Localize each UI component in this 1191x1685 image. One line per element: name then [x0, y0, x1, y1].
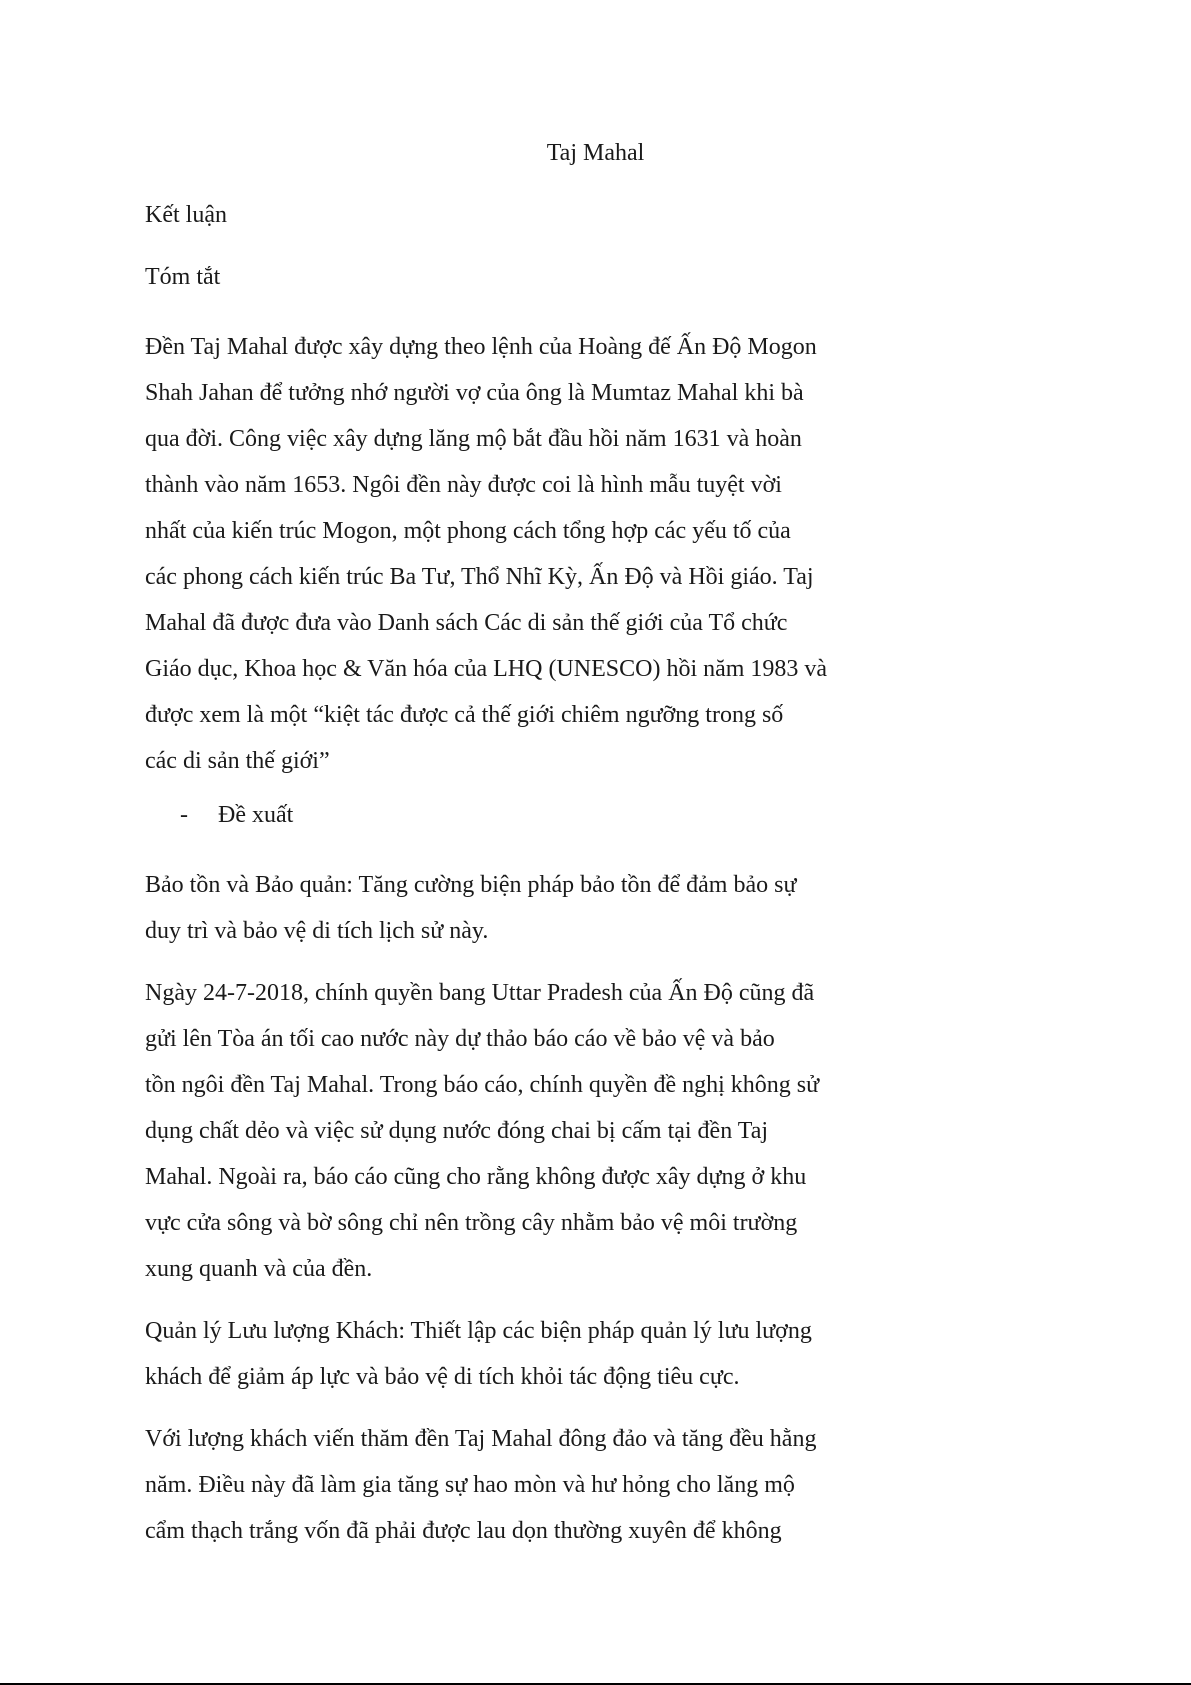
summary-paragraph	[145, 324, 905, 784]
document-title: Taj Mahal	[546, 140, 645, 166]
paragraph-line: nhất của kiến trúc Mogon, một phong cách tổng hợp các yếu tố của	[145, 518, 791, 544]
visitor-detail-paragraph	[145, 1416, 905, 1554]
heading-conclusion: Kết luận	[145, 202, 227, 228]
paragraph-line: vực cửa sông và bờ sông chỉ nên trồng cây nhằm bảo vệ môi trường	[145, 1210, 798, 1236]
document-body	[145, 200, 905, 1570]
paragraph-line: Đền Taj Mahal được xây dựng theo lệnh của Hoàng đế Ấn Độ Mogon	[145, 334, 817, 360]
preservation-paragraph	[145, 862, 905, 954]
visitor-management-paragraph	[145, 1308, 905, 1400]
paragraph-line: được xem là một “kiệt tác được cả thế giới chiêm ngưỡng trong số	[145, 702, 784, 728]
paragraph-line: cẩm thạch trắng vốn đã phải được lau dọn thường xuyên để không	[145, 1518, 782, 1544]
paragraph-line: dụng chất dẻo và việc sử dụng nước đóng chai bị cấm tại đền Taj	[145, 1118, 769, 1144]
paragraph-line: các di sản thế giới”	[145, 748, 330, 774]
paragraph-line: khách để giảm áp lực và bảo vệ di tích khỏi tác động tiêu cực.	[145, 1364, 740, 1390]
paragraph-line: Quản lý Lưu lượng Khách: Thiết lập các biện pháp quản lý lưu lượng	[145, 1318, 812, 1344]
paragraph-line: qua đời. Công việc xây dựng lăng mộ bắt đầu hồi năm 1631 và hoàn	[145, 426, 802, 452]
paragraph-line: năm. Điều này đã làm gia tăng sự hao mòn và hư hỏng cho lăng mộ	[145, 1472, 795, 1498]
paragraph-line: các phong cách kiến trúc Ba Tư, Thổ Nhĩ Kỳ, Ấn Độ và Hồi giáo. Taj	[145, 564, 814, 590]
paragraph-line: Shah Jahan để tưởng nhớ người vợ của ông là Mumtaz Mahal khi bà	[145, 380, 804, 406]
bullet-item-proposal	[180, 800, 905, 830]
paragraph-line: Bảo tồn và Bảo quản: Tăng cường biện pháp bảo tồn để đảm bảo sự	[145, 872, 797, 898]
report-paragraph	[145, 970, 905, 1292]
paragraph-line: thành vào năm 1653. Ngôi đền này được coi là hình mẫu tuyệt vời	[145, 472, 782, 498]
paragraph-line: Với lượng khách viến thăm đền Taj Mahal đông đảo và tăng đều hằng	[145, 1426, 817, 1452]
paragraph-line: Mahal đã được đưa vào Danh sách Các di sản thế giới của Tổ chức	[145, 610, 788, 636]
paragraph-line: Giáo dục, Khoa học & Văn hóa của LHQ (UNESCO) hồi năm 1983 và	[145, 656, 828, 682]
paragraph-line: gửi lên Tòa án tối cao nước này dự thảo báo cáo về bảo vệ và bảo	[145, 1026, 775, 1052]
heading-summary: Tóm tắt	[145, 264, 221, 290]
paragraph-line: Ngày 24-7-2018, chính quyền bang Uttar Pradesh của Ấn Độ cũng đã	[145, 980, 815, 1006]
paragraph-line: duy trì và bảo vệ di tích lịch sử này.	[145, 918, 489, 944]
bullet-label: Đề xuất	[218, 802, 294, 828]
paragraph-line: tồn ngôi đền Taj Mahal. Trong báo cáo, chính quyền đề nghị không sử	[145, 1072, 820, 1098]
paragraph-line: Mahal. Ngoài ra, báo cáo cũng cho rằng không được xây dựng ở khu	[145, 1164, 807, 1190]
paragraph-line: xung quanh và của đền.	[145, 1256, 373, 1282]
bullet-dash: -	[180, 802, 188, 828]
